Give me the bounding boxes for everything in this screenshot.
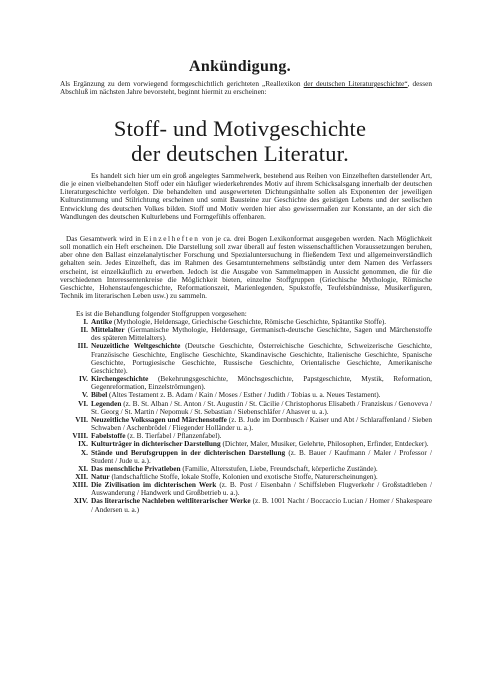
item-title: Legenden — [91, 398, 122, 408]
item-text: (z. B. Jude im Dornbusch / Kaiser und Abt / Schlaraffenland / Sieben Schwaben / Aschenbrödel / Fliegender Holländer u. a.). — [91, 414, 432, 433]
item-number: V. — [81, 390, 88, 400]
item-number: I. — [83, 317, 88, 326]
item-text: (Germanische Mythologie, Heldensage, Germanisch-deutsche Geschichte, Sagen und Märchenstoffe des späteren Mittelalters). — [91, 325, 432, 343]
item-number: IX. — [78, 439, 88, 449]
intro-paragraph — [60, 80, 432, 97]
item-text: (Bekehrungsgeschichte, Mönchsgeschichte, Papstgeschichte, Mystik, Reformation, Gegenreformation, Einzelströmungen). — [91, 374, 432, 392]
item-number: III. — [77, 341, 88, 351]
publication-text-1: Das Gesamtwerk wird in — [66, 234, 144, 243]
list-item — [60, 497, 432, 513]
item-title: Die Zivilisation im dichterischen Werk — [91, 480, 217, 490]
item-title: Antike — [91, 317, 113, 326]
list-intro: Es ist die Behandlung folgender Stoffgruppen vorgesehen: — [76, 309, 247, 318]
item-number: XIV. — [73, 496, 88, 506]
item-title: Stände und Berufsgruppen in der dichterischen Darstellung — [91, 447, 286, 457]
item-text: (Altes Testament z. B. Adam / Kain / Moses / Esther / Judith / Tobias u. a. Neues Testament). — [107, 390, 381, 400]
list-item — [60, 375, 432, 391]
item-title: Kirchengeschichte — [91, 374, 149, 384]
item-title: Neuzeitliche Volkssagen und Märchenstoffe — [91, 414, 227, 424]
item-number: VI. — [78, 398, 88, 408]
einzelheften-emphasis: Einzelheften — [143, 234, 200, 243]
item-text: (Mythologie, Heldensage, Griechische Geschichte, Römische Geschichte, Spätantike Stoffe). — [112, 317, 387, 326]
item-number: VII. — [75, 414, 88, 424]
list-item — [60, 400, 432, 416]
publication-text-2: von je ca. drei Bogen Lexikonformat ausgegeben werden. Nach Möglichkeit soll monatlich ein Heft erscheinen. Die Darstellung soll zwar überall auf festen wissenschaftlichen Voraussetzungen beruhen, aber ohne den Ballast einzelanalytischer Forschung und Spezialuntersuchung in fließendem Text und allgemeinverständlich gehalten sein. Jedes Einzelheft, das im Rahmen des Gesamtunternehmens selbständig unter dem Namen des Verfassers erscheint, ist einzelkäuflich zu erwerben. Jedoch ist die Ausgabe von Sammelmappen in Aussicht genommen, die für die verschiedenen Interessentenkreise die Möglichkeit bieten, einzelne Stoffgruppen (Griechische Mythologie, Römische Geschichte, Hohenstaufengeschichte, Reformationszeit, Marienlegenden, Spukstoffe, Teufelsbündnisse, Musikerfiguren, Technik im literarischen Leben usw.) zu sammeln. — [60, 234, 432, 301]
item-title: Mittelalter — [91, 325, 125, 335]
item-text: (Familie, Altersstufen, Liebe, Freundschaft, körperliche Zustände). — [180, 463, 378, 473]
item-text: (Dichter, Maler, Musiker, Gelehrte, Philosophen, Erfinder, Entdecker). — [220, 439, 429, 449]
publication-paragraph — [60, 235, 432, 300]
item-text: (z. B. Post / Eisenbahn / Schiffsleben Flugverkehr / Großstadtleben / Auswanderung / Handwerk und Großbetrieb u. a.). — [91, 480, 432, 498]
item-text: (z. B. 1001 Nacht / Boccaccio Lucian / Homer / Shakespeare / Andersen u. a.) — [91, 496, 432, 514]
intro-text-2: , dessen Abschluß im nächsten Jahre bevorsteht, beginnt hiermit zu erscheinen: — [60, 79, 432, 97]
item-number: X. — [80, 447, 88, 457]
item-title: Das menschliche Privatleben — [91, 463, 181, 473]
item-title: Kulturträger in dichterischer Darstellung — [91, 439, 221, 449]
item-title: Das literarische Nachleben weltliterarischer Werke — [91, 496, 251, 506]
list-item — [60, 342, 432, 375]
item-number: XIII. — [72, 480, 88, 490]
list-item — [60, 416, 432, 432]
item-title: Neuzeitliche Weltgeschichte — [91, 341, 181, 351]
intro-text-1: Als Ergänzung zu dem vorwiegend formgeschichtlich gerichteten „Reallexikon — [60, 79, 301, 88]
item-text: (landschaftliche Stoffe, lokale Stoffe, Kolonien und exotische Stoffe, Naturerscheinungen). — [109, 471, 378, 481]
item-text: (z. B. St. Alban / St. Anton / St. Augustin / St. Cäcilie / Christophorus Elisabeth / Franziskus / Genoveva / St. Georg / St. Martin / Nepomuk / St. Sebastian / Siebenschläfer / Ahasver u. a.). — [91, 398, 432, 416]
item-text: (z. B. Bauer / Kaufmann / Maler / Professor / Student / Jude u. a.). — [91, 447, 432, 465]
page-heading: Ankündigung. — [189, 58, 291, 75]
topic-list — [60, 318, 432, 514]
main-title-line-1: Stoff- und Motivgeschichte — [113, 116, 367, 141]
item-title: Bibel — [91, 390, 108, 400]
list-item — [60, 481, 432, 497]
item-number: II. — [80, 325, 88, 335]
list-item — [60, 326, 432, 342]
item-text: (z. B. Tierfabel / Pflanzenfabel). — [125, 431, 222, 441]
item-number: IV. — [79, 374, 88, 384]
description-paragraph: Es handelt sich hier um ein groß angelegtes Sammelwerk, bestehend aus Reihen von Einzelheften darstellender Art, die je einen vielbehandelten Stoff oder ein häufiger wiederkehrendes Motiv auf ihrem Schicksalsgang innerhalb der deutschen Literaturgeschichte verfolgen. Die behandelten und ausgewerteten Dichtungsinhalte sollen als Exponenten der jeweiligen Kulturstimmung und Stilrichtung erscheinen und somit Bausteine zur Geschichte des geistigen Lebens und der seelischen Entwicklung des deutschen Volkes bilden. Stoff und Motiv werden hier also gewissermaßen zur Konstante, an der sich die Wandlungen des deutschen Kulturlebens und Formgefühls offenbaren. — [60, 171, 432, 221]
list-item — [60, 449, 432, 465]
reallexikon-title: der deutschen Literaturgeschichte“ — [303, 79, 408, 88]
item-number: XI. — [78, 463, 88, 473]
main-title-line-2: der deutschen Literatur. — [131, 141, 349, 166]
item-text: (Deutsche Geschichte, Österreichische Geschichte, Schweizerische Geschichte, Französische Geschichte, Englische Geschichte, Skandinavische Geschichte, Italienische Geschichte, Spanische Geschichte, Portugiesische Geschichte, Russische Geschichte, Orientalische Geschichte, Amerikanische Geschichte). — [91, 341, 433, 375]
item-title: Natur — [91, 471, 110, 481]
item-number: VIII. — [72, 431, 88, 441]
item-title: Fabelstoffe — [91, 431, 126, 441]
item-number: XII. — [75, 471, 88, 481]
